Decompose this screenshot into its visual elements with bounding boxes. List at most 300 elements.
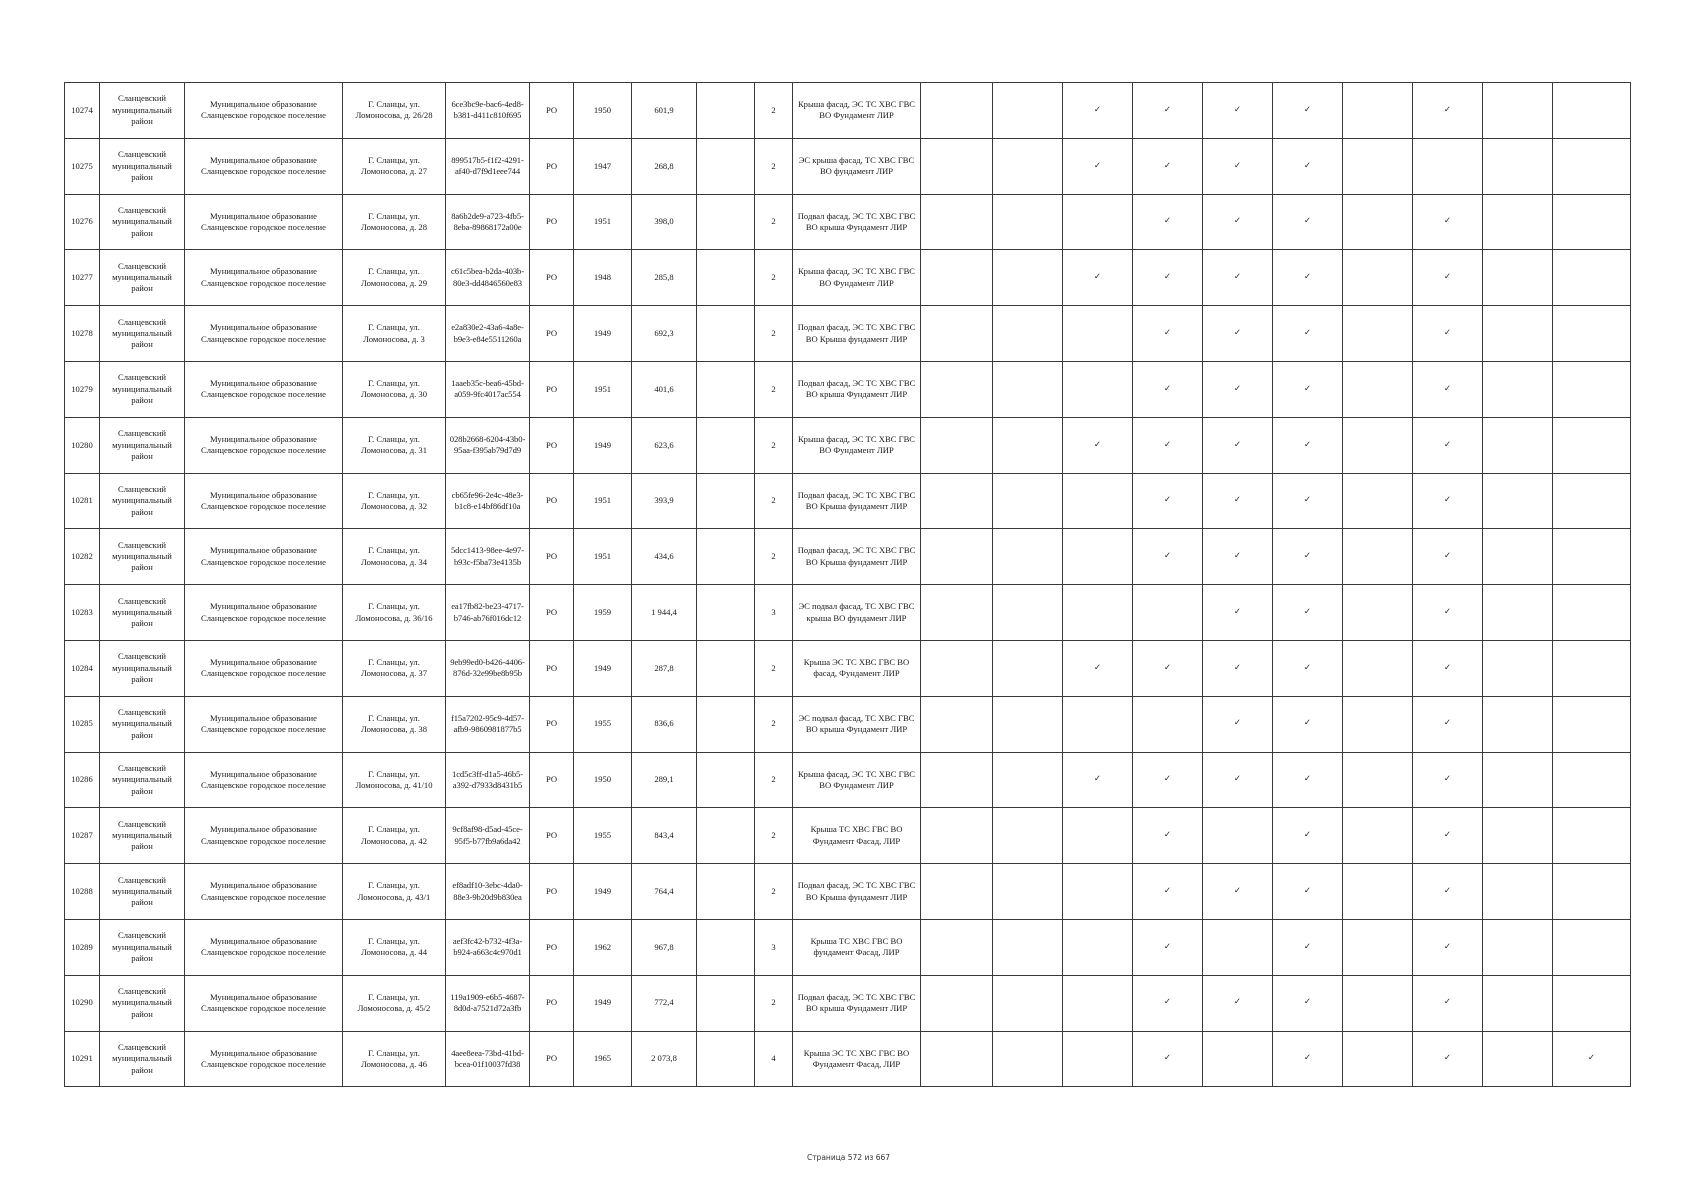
empty-check-cell [921, 808, 993, 864]
table-row [65, 361, 1631, 417]
checkmark-icon: ✓ [1203, 696, 1273, 752]
empty-check-cell [1343, 975, 1413, 1031]
address: Г. Сланцы, ул. Ломоносова, д. 29 [343, 250, 446, 306]
works-list: Крыша фасад, ЭС ТС ХВС ГВС ВО Фундамент ЛИР [793, 250, 921, 306]
empty-check-cell [993, 864, 1063, 920]
empty-check-cell [1343, 529, 1413, 585]
empty-check-cell [1483, 529, 1553, 585]
checkmark-icon: ✓ [1203, 417, 1273, 473]
year-built: 1949 [574, 864, 632, 920]
checkmark-icon: ✓ [1273, 473, 1343, 529]
empty-check-cell [1483, 250, 1553, 306]
municipal-district: Сланцевский муниципальный район [100, 83, 185, 139]
row-id: 10286 [65, 752, 100, 808]
empty-check-cell [1343, 138, 1413, 194]
empty-check-cell [1343, 250, 1413, 306]
checkmark-icon: ✓ [1133, 752, 1203, 808]
house-guid: aef3fc42-b732-4f3a-b924-a663c4c970d1 [446, 919, 530, 975]
address: Г. Сланцы, ул. Ломоносова, д. 41/10 [343, 752, 446, 808]
checkmark-icon: ✓ [1553, 1031, 1631, 1087]
floors-count: 2 [755, 696, 793, 752]
total-area: 967,8 [632, 919, 697, 975]
municipal-entity: Муниципальное образование Сланцевское городское поселение [185, 306, 343, 362]
house-type: РО [530, 919, 574, 975]
municipal-district: Сланцевский муниципальный район [100, 919, 185, 975]
house-type: РО [530, 640, 574, 696]
empty-check-cell [993, 417, 1063, 473]
checkmark-icon: ✓ [1063, 83, 1133, 139]
floors-count: 2 [755, 250, 793, 306]
table-row [65, 194, 1631, 250]
checkmark-icon: ✓ [1203, 473, 1273, 529]
address: Г. Сланцы, ул. Ломоносова, д. 34 [343, 529, 446, 585]
municipal-entity: Муниципальное образование Сланцевское городское поселение [185, 808, 343, 864]
empty-check-cell [993, 194, 1063, 250]
year-built: 1949 [574, 975, 632, 1031]
municipal-district: Сланцевский муниципальный район [100, 752, 185, 808]
year-built: 1955 [574, 696, 632, 752]
checkmark-icon: ✓ [1133, 919, 1203, 975]
row-id: 10283 [65, 585, 100, 641]
empty-check-cell [993, 1031, 1063, 1087]
house-guid: 1cd5c3ff-d1a5-46b5-a392-d7933d8431b5 [446, 752, 530, 808]
total-area: 289,1 [632, 752, 697, 808]
address: Г. Сланцы, ул. Ломоносова, д. 43/1 [343, 864, 446, 920]
empty-check-cell [1483, 83, 1553, 139]
works-list: Крыша фасад, ЭС ТС ХВС ГВС ВО Фундамент ЛИР [793, 83, 921, 139]
register-sheet [64, 82, 1631, 1087]
floors-count: 2 [755, 306, 793, 362]
empty-check-cell [921, 752, 993, 808]
checkmark-icon: ✓ [1413, 919, 1483, 975]
address: Г. Сланцы, ул. Ломоносова, д. 44 [343, 919, 446, 975]
total-area: 287,8 [632, 640, 697, 696]
table-row [65, 529, 1631, 585]
checkmark-icon: ✓ [1063, 417, 1133, 473]
empty-check-cell [1203, 808, 1273, 864]
works-list: ЭС крыша фасад, ТС ХВС ГВС ВО фундамент ЛИР [793, 138, 921, 194]
municipal-entity: Муниципальное образование Сланцевское городское поселение [185, 361, 343, 417]
checkmark-icon: ✓ [1273, 752, 1343, 808]
empty-check-cell [921, 361, 993, 417]
address: Г. Сланцы, ул. Ломоносова, д. 36/16 [343, 585, 446, 641]
checkmark-icon: ✓ [1273, 83, 1343, 139]
house-guid: 9eb99ed0-b426-4406-876d-32e99be8b95b [446, 640, 530, 696]
works-list: Крыша ЭС ТС ХВС ГВС ВО фасад, Фундамент ЛИР [793, 640, 921, 696]
year-built: 1955 [574, 808, 632, 864]
checkmark-icon: ✓ [1413, 808, 1483, 864]
empty-check-cell [1343, 919, 1413, 975]
checkmark-icon: ✓ [1063, 138, 1133, 194]
checkmark-icon: ✓ [1413, 752, 1483, 808]
row-id: 10290 [65, 975, 100, 1031]
floors-count: 2 [755, 83, 793, 139]
empty-check-cell [1343, 83, 1413, 139]
works-list: Крыша ЭС ТС ХВС ГВС ВО Фундамент Фасад, ЛИР [793, 1031, 921, 1087]
empty-check-cell [1483, 752, 1553, 808]
house-type: РО [530, 585, 574, 641]
total-area: 601,9 [632, 83, 697, 139]
checkmark-icon: ✓ [1413, 417, 1483, 473]
checkmark-icon: ✓ [1203, 361, 1273, 417]
empty-check-cell [1133, 585, 1203, 641]
empty-check-cell [1343, 306, 1413, 362]
checkmark-icon: ✓ [1203, 194, 1273, 250]
checkmark-icon: ✓ [1063, 640, 1133, 696]
checkmark-icon: ✓ [1133, 361, 1203, 417]
works-list: ЭС подвал фасад, ТС ХВС ГВС ВО крыша Фундамент ЛИР [793, 696, 921, 752]
checkmark-icon: ✓ [1133, 306, 1203, 362]
empty-check-cell [1063, 306, 1133, 362]
empty-check-cell [1553, 83, 1631, 139]
total-area: 836,6 [632, 696, 697, 752]
table-row [65, 473, 1631, 529]
empty-check-cell [1343, 473, 1413, 529]
empty-check-cell [1343, 864, 1413, 920]
row-id: 10275 [65, 138, 100, 194]
house-type: РО [530, 864, 574, 920]
table-row [65, 808, 1631, 864]
empty-cell [697, 752, 755, 808]
checkmark-icon: ✓ [1133, 83, 1203, 139]
total-area: 623,6 [632, 417, 697, 473]
empty-check-cell [993, 306, 1063, 362]
municipal-entity: Муниципальное образование Сланцевское городское поселение [185, 473, 343, 529]
year-built: 1951 [574, 361, 632, 417]
checkmark-icon: ✓ [1203, 306, 1273, 362]
house-type: РО [530, 975, 574, 1031]
empty-check-cell [1343, 752, 1413, 808]
house-guid: c61c5bea-b2da-403b-80e3-dd4846560e83 [446, 250, 530, 306]
works-list: Крыша ТС ХВС ГВС ВО Фундамент Фасад, ЛИР [793, 808, 921, 864]
house-guid: f15a7202-95c9-4d57-afb9-9860981877b5 [446, 696, 530, 752]
total-area: 2 073,8 [632, 1031, 697, 1087]
empty-check-cell [993, 250, 1063, 306]
empty-check-cell [1413, 138, 1483, 194]
checkmark-icon: ✓ [1133, 640, 1203, 696]
checkmark-icon: ✓ [1273, 306, 1343, 362]
checkmark-icon: ✓ [1203, 138, 1273, 194]
empty-check-cell [1553, 306, 1631, 362]
municipal-entity: Муниципальное образование Сланцевское городское поселение [185, 640, 343, 696]
checkmark-icon: ✓ [1203, 752, 1273, 808]
empty-cell [697, 585, 755, 641]
year-built: 1950 [574, 752, 632, 808]
house-type: РО [530, 138, 574, 194]
checkmark-icon: ✓ [1273, 250, 1343, 306]
checkmark-icon: ✓ [1273, 1031, 1343, 1087]
empty-cell [697, 529, 755, 585]
municipal-district: Сланцевский муниципальный район [100, 473, 185, 529]
empty-check-cell [1063, 585, 1133, 641]
empty-check-cell [1553, 138, 1631, 194]
checkmark-icon: ✓ [1413, 696, 1483, 752]
empty-check-cell [921, 529, 993, 585]
floors-count: 3 [755, 585, 793, 641]
house-guid: e2a830e2-43a6-4a8e-b9e3-e84e5511260a [446, 306, 530, 362]
table-row [65, 975, 1631, 1031]
municipal-district: Сланцевский муниципальный район [100, 194, 185, 250]
table-row [65, 919, 1631, 975]
empty-cell [697, 864, 755, 920]
year-built: 1965 [574, 1031, 632, 1087]
empty-check-cell [1483, 640, 1553, 696]
checkmark-icon: ✓ [1413, 194, 1483, 250]
empty-cell [697, 473, 755, 529]
house-type: РО [530, 473, 574, 529]
empty-check-cell [1553, 975, 1631, 1031]
house-type: РО [530, 83, 574, 139]
works-list: Подвал фасад, ЭС ТС ХВС ГВС ВО Крыша фундамент ЛИР [793, 306, 921, 362]
checkmark-icon: ✓ [1273, 975, 1343, 1031]
checkmark-icon: ✓ [1413, 585, 1483, 641]
row-id: 10281 [65, 473, 100, 529]
municipal-district: Сланцевский муниципальный район [100, 640, 185, 696]
empty-check-cell [921, 585, 993, 641]
checkmark-icon: ✓ [1273, 585, 1343, 641]
municipal-district: Сланцевский муниципальный район [100, 1031, 185, 1087]
house-guid: cb65fe96-2e4c-48e3-b1c8-e14bf86df10a [446, 473, 530, 529]
works-list: Подвал фасад, ЭС ТС ХВС ГВС ВО крыша Фундамент ЛИР [793, 194, 921, 250]
empty-check-cell [921, 975, 993, 1031]
empty-check-cell [993, 529, 1063, 585]
year-built: 1948 [574, 250, 632, 306]
checkmark-icon: ✓ [1133, 417, 1203, 473]
year-built: 1949 [574, 306, 632, 362]
floors-count: 2 [755, 194, 793, 250]
empty-check-cell [921, 306, 993, 362]
empty-check-cell [1063, 361, 1133, 417]
empty-check-cell [993, 138, 1063, 194]
checkmark-icon: ✓ [1133, 529, 1203, 585]
checkmark-icon: ✓ [1203, 529, 1273, 585]
house-type: РО [530, 417, 574, 473]
address: Г. Сланцы, ул. Ломоносова, д. 32 [343, 473, 446, 529]
floors-count: 2 [755, 864, 793, 920]
row-id: 10284 [65, 640, 100, 696]
checkmark-icon: ✓ [1133, 194, 1203, 250]
table-row [65, 864, 1631, 920]
empty-check-cell [993, 696, 1063, 752]
checkmark-icon: ✓ [1273, 138, 1343, 194]
empty-check-cell [1343, 808, 1413, 864]
page-number: Страница 572 из 667 [806, 1153, 891, 1162]
total-area: 398,0 [632, 194, 697, 250]
empty-cell [697, 919, 755, 975]
house-type: РО [530, 194, 574, 250]
row-id: 10279 [65, 361, 100, 417]
row-id: 10289 [65, 919, 100, 975]
year-built: 1959 [574, 585, 632, 641]
empty-check-cell [1483, 975, 1553, 1031]
checkmark-icon: ✓ [1133, 864, 1203, 920]
municipal-district: Сланцевский муниципальный район [100, 417, 185, 473]
house-type: РО [530, 529, 574, 585]
checkmark-icon: ✓ [1273, 864, 1343, 920]
checkmark-icon: ✓ [1133, 138, 1203, 194]
address: Г. Сланцы, ул. Ломоносова, д. 38 [343, 696, 446, 752]
empty-check-cell [1343, 696, 1413, 752]
empty-check-cell [993, 975, 1063, 1031]
checkmark-icon: ✓ [1413, 306, 1483, 362]
empty-check-cell [1553, 585, 1631, 641]
empty-check-cell [1063, 1031, 1133, 1087]
empty-check-cell [1063, 975, 1133, 1031]
house-type: РО [530, 752, 574, 808]
house-guid: 5dcc1413-98ee-4e97-b93c-f5ba73e4135b [446, 529, 530, 585]
municipal-district: Сланцевский муниципальный район [100, 975, 185, 1031]
municipal-entity: Муниципальное образование Сланцевское городское поселение [185, 864, 343, 920]
empty-check-cell [1483, 1031, 1553, 1087]
checkmark-icon: ✓ [1413, 529, 1483, 585]
empty-check-cell [1203, 1031, 1273, 1087]
total-area: 401,6 [632, 361, 697, 417]
total-area: 692,3 [632, 306, 697, 362]
empty-check-cell [921, 919, 993, 975]
empty-check-cell [993, 473, 1063, 529]
row-id: 10274 [65, 83, 100, 139]
year-built: 1949 [574, 640, 632, 696]
works-list: Подвал фасад, ЭС ТС ХВС ГВС ВО крыша Фундамент ЛИР [793, 975, 921, 1031]
house-type: РО [530, 1031, 574, 1087]
floors-count: 2 [755, 529, 793, 585]
floors-count: 2 [755, 808, 793, 864]
floors-count: 2 [755, 138, 793, 194]
empty-cell [697, 306, 755, 362]
empty-check-cell [1483, 473, 1553, 529]
empty-check-cell [1203, 919, 1273, 975]
empty-check-cell [1483, 361, 1553, 417]
works-list: ЭС подвал фасад, ТС ХВС ГВС крыша ВО фундамент ЛИР [793, 585, 921, 641]
municipal-district: Сланцевский муниципальный район [100, 138, 185, 194]
checkmark-icon: ✓ [1273, 417, 1343, 473]
total-area: 772,4 [632, 975, 697, 1031]
empty-check-cell [1483, 585, 1553, 641]
empty-check-cell [1483, 306, 1553, 362]
checkmark-icon: ✓ [1413, 1031, 1483, 1087]
total-area: 1 944,4 [632, 585, 697, 641]
housing-register-table [64, 82, 1631, 1087]
empty-check-cell [921, 83, 993, 139]
floors-count: 2 [755, 975, 793, 1031]
total-area: 434,6 [632, 529, 697, 585]
municipal-district: Сланцевский муниципальный район [100, 361, 185, 417]
address: Г. Сланцы, ул. Ломоносова, д. 27 [343, 138, 446, 194]
municipal-district: Сланцевский муниципальный район [100, 808, 185, 864]
municipal-entity: Муниципальное образование Сланцевское городское поселение [185, 194, 343, 250]
empty-check-cell [1483, 138, 1553, 194]
empty-check-cell [1063, 529, 1133, 585]
house-type: РО [530, 361, 574, 417]
works-list: Подвал фасад, ЭС ТС ХВС ГВС ВО Крыша фундамент ЛИР [793, 473, 921, 529]
row-id: 10280 [65, 417, 100, 473]
empty-check-cell [1553, 250, 1631, 306]
empty-check-cell [1553, 640, 1631, 696]
house-guid: 899517b5-f1f2-4291-af40-d7f9d1eee744 [446, 138, 530, 194]
house-guid: 4aee8eea-73bd-41bd-bcea-01f10037fd38 [446, 1031, 530, 1087]
house-guid: 9cf8af98-d5ad-45ce-95f5-b77fb9a6da42 [446, 808, 530, 864]
year-built: 1949 [574, 417, 632, 473]
empty-check-cell [921, 194, 993, 250]
checkmark-icon: ✓ [1273, 194, 1343, 250]
works-list: Крыша фасад, ЭС ТС ХВС ГВС ВО Фундамент ЛИР [793, 417, 921, 473]
checkmark-icon: ✓ [1133, 808, 1203, 864]
checkmark-icon: ✓ [1203, 975, 1273, 1031]
table-row [65, 306, 1631, 362]
checkmark-icon: ✓ [1203, 83, 1273, 139]
empty-check-cell [921, 640, 993, 696]
municipal-district: Сланцевский муниципальный район [100, 529, 185, 585]
empty-check-cell [1553, 473, 1631, 529]
house-type: РО [530, 306, 574, 362]
empty-check-cell [1343, 640, 1413, 696]
municipal-district: Сланцевский муниципальный район [100, 864, 185, 920]
empty-check-cell [921, 473, 993, 529]
house-type: РО [530, 250, 574, 306]
checkmark-icon: ✓ [1133, 1031, 1203, 1087]
checkmark-icon: ✓ [1133, 250, 1203, 306]
empty-check-cell [1063, 696, 1133, 752]
empty-check-cell [1553, 417, 1631, 473]
empty-check-cell [993, 83, 1063, 139]
year-built: 1951 [574, 473, 632, 529]
empty-check-cell [921, 1031, 993, 1087]
empty-check-cell [1553, 919, 1631, 975]
empty-check-cell [1483, 919, 1553, 975]
checkmark-icon: ✓ [1273, 529, 1343, 585]
row-id: 10276 [65, 194, 100, 250]
municipal-entity: Муниципальное образование Сланцевское городское поселение [185, 83, 343, 139]
empty-check-cell [1343, 361, 1413, 417]
empty-check-cell [1343, 194, 1413, 250]
municipal-district: Сланцевский муниципальный район [100, 306, 185, 362]
total-area: 764,4 [632, 864, 697, 920]
empty-check-cell [1133, 696, 1203, 752]
empty-cell [697, 250, 755, 306]
table-row [65, 1031, 1631, 1087]
address: Г. Сланцы, ул. Ломоносова, д. 45/2 [343, 975, 446, 1031]
year-built: 1962 [574, 919, 632, 975]
year-built: 1951 [574, 529, 632, 585]
empty-cell [697, 640, 755, 696]
checkmark-icon: ✓ [1273, 361, 1343, 417]
empty-check-cell [1343, 417, 1413, 473]
checkmark-icon: ✓ [1273, 696, 1343, 752]
table-row [65, 696, 1631, 752]
empty-check-cell [1343, 1031, 1413, 1087]
row-id: 10291 [65, 1031, 100, 1087]
municipal-district: Сланцевский муниципальный район [100, 250, 185, 306]
empty-check-cell [1553, 361, 1631, 417]
empty-check-cell [1063, 919, 1133, 975]
row-id: 10277 [65, 250, 100, 306]
total-area: 843,4 [632, 808, 697, 864]
address: Г. Сланцы, ул. Ломоносова, д. 46 [343, 1031, 446, 1087]
municipal-entity: Муниципальное образование Сланцевское городское поселение [185, 529, 343, 585]
address: Г. Сланцы, ул. Ломоносова, д. 30 [343, 361, 446, 417]
empty-check-cell [1553, 529, 1631, 585]
checkmark-icon: ✓ [1413, 864, 1483, 920]
row-id: 10288 [65, 864, 100, 920]
empty-cell [697, 83, 755, 139]
works-list: Подвал фасад, ЭС ТС ХВС ГВС ВО Крыша фундамент ЛИР [793, 864, 921, 920]
municipal-entity: Муниципальное образование Сланцевское городское поселение [185, 1031, 343, 1087]
house-type: РО [530, 696, 574, 752]
floors-count: 2 [755, 752, 793, 808]
row-id: 10285 [65, 696, 100, 752]
empty-check-cell [993, 585, 1063, 641]
municipal-district: Сланцевский муниципальный район [100, 696, 185, 752]
